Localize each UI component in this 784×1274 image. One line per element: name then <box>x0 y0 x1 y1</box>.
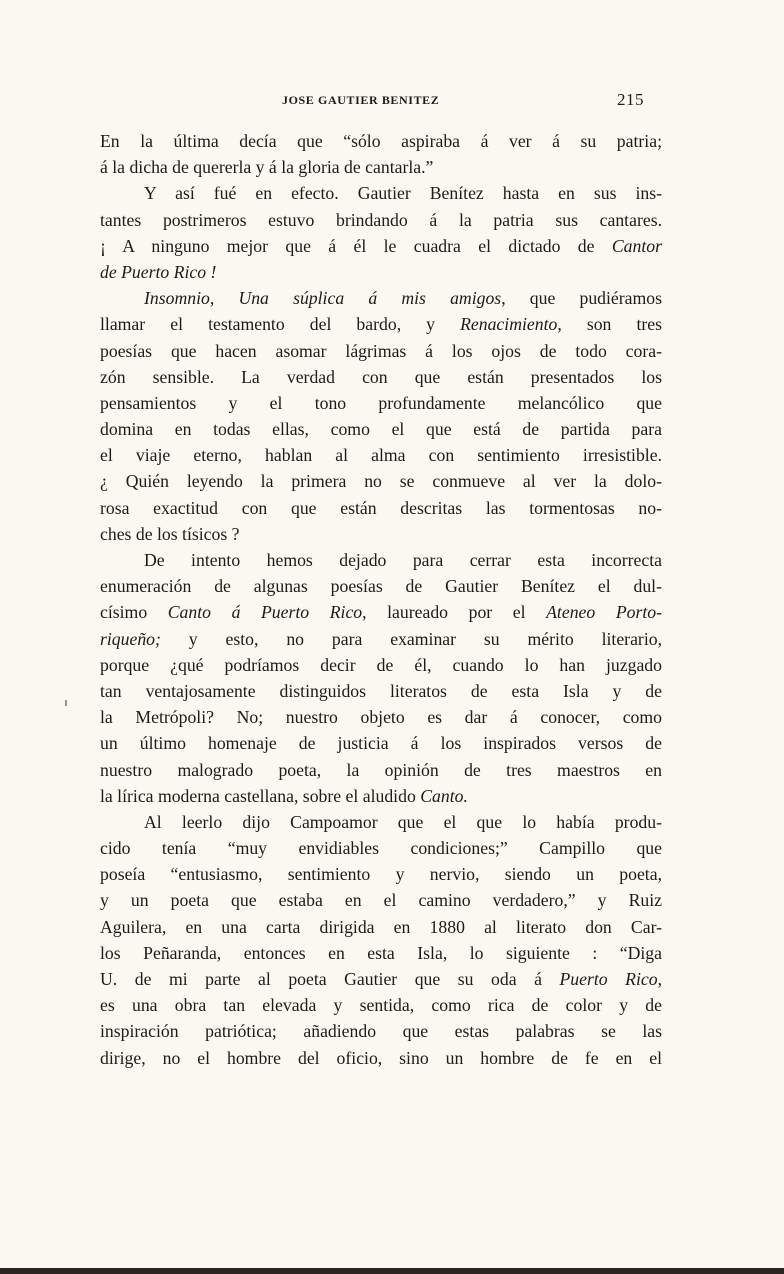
text-line <box>100 468 662 494</box>
text-line <box>100 311 662 337</box>
text-line <box>100 730 662 756</box>
text-run: el viaje eterno, hablan al alma con sentimiento irresistible. <box>100 445 662 466</box>
italic-text: Canto. <box>420 785 468 806</box>
text-line <box>100 835 662 861</box>
text-line <box>100 338 662 364</box>
body-text <box>100 128 662 1071</box>
text-run: poesías que hacen asomar lágrimas á los ojos de todo cora- <box>100 340 662 361</box>
italic-text: Ateneo Porto- <box>546 602 662 623</box>
text-line <box>100 416 662 442</box>
text-run: poseía “entusiasmo, sentimiento y nervio, siendo un poeta, <box>100 864 662 885</box>
text-run: , <box>209 288 239 309</box>
running-head: JOSE GAUTIER BENITEZ <box>282 93 440 107</box>
text-run: dirige, no el hombre del oficio, sino un hombre de fe en el <box>100 1047 662 1068</box>
text-line <box>100 1045 662 1071</box>
text-run: Aguilera, en una carta dirigida en 1880 al literato don Car- <box>100 916 662 937</box>
text-run: enumeración de algunas poesías de Gautier Benítez el dul- <box>100 576 662 597</box>
italic-text: de Puerto Rico ! <box>100 261 217 282</box>
text-run: inspiración patriótica; añadiendo que estas palabras se las <box>100 1021 662 1042</box>
text-run: un último homenaje de justicia á los inspirados versos de <box>100 733 662 754</box>
text-line <box>100 861 662 887</box>
text-run: llamar el testamento del bardo, y <box>100 314 461 335</box>
text-run: ches de los tísicos ? <box>100 523 240 544</box>
text-line <box>100 1018 662 1044</box>
text-line <box>100 547 662 573</box>
text-line <box>100 364 662 390</box>
text-run: , laureado por el <box>362 602 547 623</box>
text-line <box>100 259 662 285</box>
text-line <box>100 626 662 652</box>
text-line <box>100 966 662 992</box>
text-run: De intento hemos dejado para cerrar esta incorrecta <box>144 550 662 570</box>
text-run: á la dicha de quererla y á la gloria de cantarla.” <box>100 157 434 178</box>
text-line <box>100 599 662 625</box>
text-line <box>100 652 662 678</box>
italic-text: Renacimiento <box>460 314 558 335</box>
text-line <box>100 573 662 599</box>
text-line <box>100 757 662 783</box>
text-run: tan ventajosamente distinguidos literatos de esta Isla y de <box>100 680 662 701</box>
italic-text: Cantor <box>611 235 662 256</box>
text-run: rosa exactitud con que están descritas las tormentosas no- <box>100 497 662 518</box>
text-run: la Metrópoli? No; nuestro objeto es dar á conocer, como <box>100 707 662 728</box>
text-run: , son tres <box>557 314 662 335</box>
text-run: , que pudiéramos <box>501 288 663 309</box>
text-line <box>100 914 662 940</box>
text-line <box>100 390 662 416</box>
text-line <box>100 783 662 809</box>
italic-text: Insomnio <box>144 288 210 309</box>
text-line <box>100 207 662 233</box>
text-line <box>100 678 662 704</box>
text-line <box>100 233 662 259</box>
italic-text: riqueño; <box>100 628 161 649</box>
text-line <box>100 704 662 730</box>
text-run: nuestro malogrado poeta, la opinión de tres maestros en <box>100 759 662 780</box>
text-line <box>100 887 662 913</box>
text-run: Y así fué en efecto. Gautier Benítez hasta en sus ins- <box>144 183 662 204</box>
bottom-edge <box>0 1268 784 1274</box>
text-line <box>100 521 662 547</box>
page-header <box>0 90 784 113</box>
text-line <box>100 809 662 835</box>
italic-text: Canto á Puerto Rico <box>167 602 363 623</box>
text-run: U. de mi parte al poeta Gautier que su oda á <box>100 969 560 989</box>
text-run: Al leerlo dijo Campoamor que el que lo había produ- <box>144 811 662 832</box>
text-run: y un poeta que estaba en el camino verdadero,” y Ruiz <box>100 890 662 911</box>
text-line <box>100 940 662 966</box>
text-run: los Peñaranda, entonces en esta Isla, lo siguiente : “Diga <box>100 942 662 963</box>
text-run: , <box>657 969 662 989</box>
text-run: y esto, no para examinar su mérito literario, <box>160 628 662 649</box>
page-number: 215 <box>617 90 644 109</box>
text-line <box>100 154 662 180</box>
text-line <box>100 128 662 154</box>
text-line <box>100 285 662 311</box>
text-run: En la última decía que “sólo aspiraba á ver á su patria; <box>100 131 662 151</box>
text-run: ¿ Quién leyendo la primera no se conmueve al ver la dolo- <box>100 471 662 492</box>
italic-text: Una súplica á mis amigos <box>238 288 502 309</box>
text-run: tantes postrimeros estuvo brindando á la patria sus cantares. <box>100 209 662 230</box>
text-line <box>100 180 662 206</box>
text-run: es una obra tan elevada y sentida, como rica de color y de <box>100 995 662 1016</box>
text-run: cido tenía “muy envidiables condiciones;” Campillo que <box>100 838 662 859</box>
italic-text: Puerto Rico <box>559 969 658 989</box>
text-run: zón sensible. La verdad con que están presentados los <box>100 366 662 387</box>
text-run: porque ¿qué podríamos decir de él, cuando lo han juzgado <box>100 654 662 675</box>
text-run: domina en todas ellas, como el que está de partida para <box>100 419 662 440</box>
margin-mark <box>65 700 67 706</box>
text-run: la lírica moderna castellana, sobre el aludido <box>100 785 421 806</box>
text-line <box>100 992 662 1018</box>
text-line <box>100 442 662 468</box>
text-run: pensamientos y el tono profundamente melancólico que <box>100 392 662 413</box>
text-run: císimo <box>100 602 168 623</box>
text-line <box>100 495 662 521</box>
text-run: ¡ A ninguno mejor que á él le cuadra el dictado de <box>100 235 612 256</box>
